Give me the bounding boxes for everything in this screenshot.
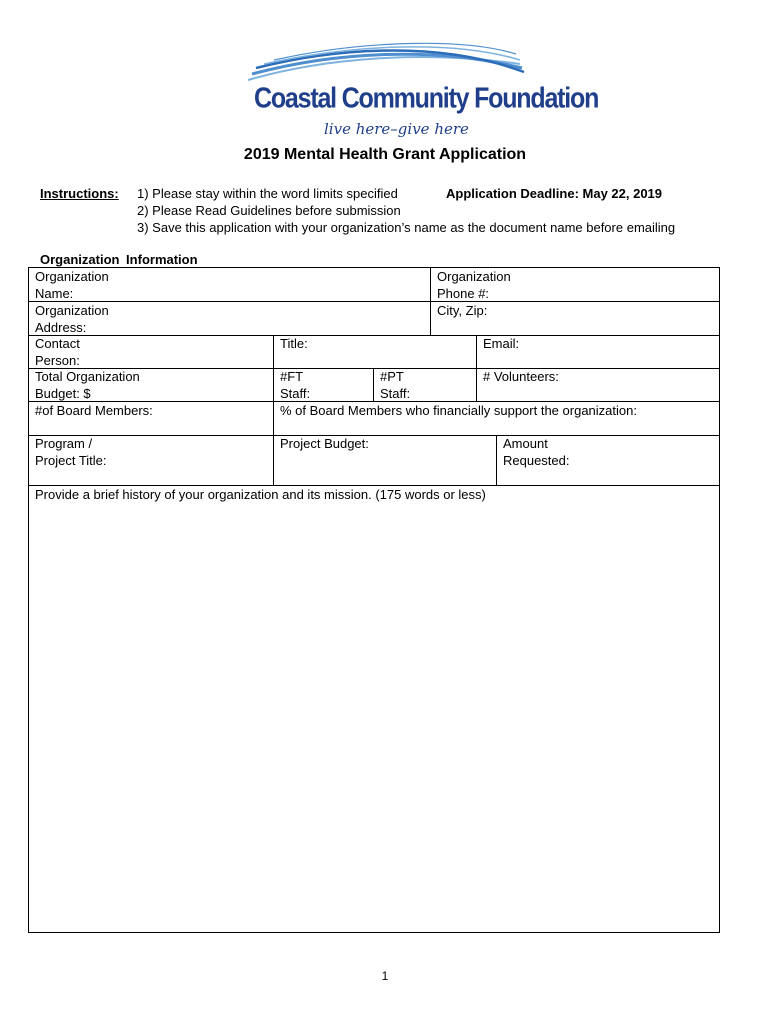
row-divider: [29, 435, 719, 436]
board-members-field[interactable]: #of Board Members:: [35, 403, 153, 418]
city-zip-field[interactable]: City, Zip:: [437, 303, 488, 318]
row-divider: [29, 335, 719, 336]
instructions-label: Instructions:: [40, 186, 119, 201]
column-divider: [373, 368, 374, 401]
page-number: 1: [381, 969, 389, 983]
column-divider: [430, 268, 431, 335]
program-title-field[interactable]: Program / Project Title:: [35, 436, 107, 468]
column-divider: [496, 435, 497, 485]
amount-requested-field[interactable]: Amount Requested:: [503, 436, 570, 468]
history-mission-field[interactable]: Provide a brief history of your organization and its mission. (175 words or less): [35, 487, 486, 502]
column-divider: [476, 335, 477, 401]
board-support-field[interactable]: % of Board Members who financially support the organization:: [280, 403, 637, 418]
project-budget-field[interactable]: Project Budget:: [280, 436, 369, 451]
foundation-logo: [244, 40, 599, 144]
column-divider: [273, 335, 274, 485]
instruction-line-1: 1) Please stay within the word limits specified: [137, 186, 398, 201]
pt-staff-field[interactable]: #PT Staff:: [380, 369, 411, 401]
email-field[interactable]: Email:: [483, 336, 520, 351]
organization-address-field[interactable]: Organization Address:: [35, 303, 109, 335]
organization-name-field[interactable]: Organization Name:: [35, 269, 109, 301]
row-divider: [29, 485, 719, 486]
application-deadline: Application Deadline: May 22, 2019: [446, 186, 663, 201]
contact-title-field[interactable]: Title:: [280, 336, 308, 351]
application-form-table: [28, 267, 720, 933]
row-divider: [29, 301, 719, 302]
section-heading-organization-information: Organization Information: [40, 252, 198, 267]
logo-name: Coastal Community Foundation: [254, 82, 599, 115]
ft-staff-field[interactable]: #FT Staff:: [280, 369, 311, 401]
document-title: 2019 Mental Health Grant Application: [243, 146, 527, 163]
organization-phone-field[interactable]: Organization Phone #:: [437, 269, 511, 301]
instruction-line-2: 2) Please Read Guidelines before submission: [137, 203, 401, 218]
volunteers-field[interactable]: # Volunteers:: [483, 369, 559, 384]
instruction-line-3: 3) Save this application with your organization’s name as the document name before emailing: [137, 220, 676, 235]
contact-person-field[interactable]: Contact Person:: [35, 336, 80, 368]
logo-tagline: live here–give here: [324, 120, 469, 138]
total-budget-field[interactable]: Total Organization Budget: $: [35, 369, 140, 401]
